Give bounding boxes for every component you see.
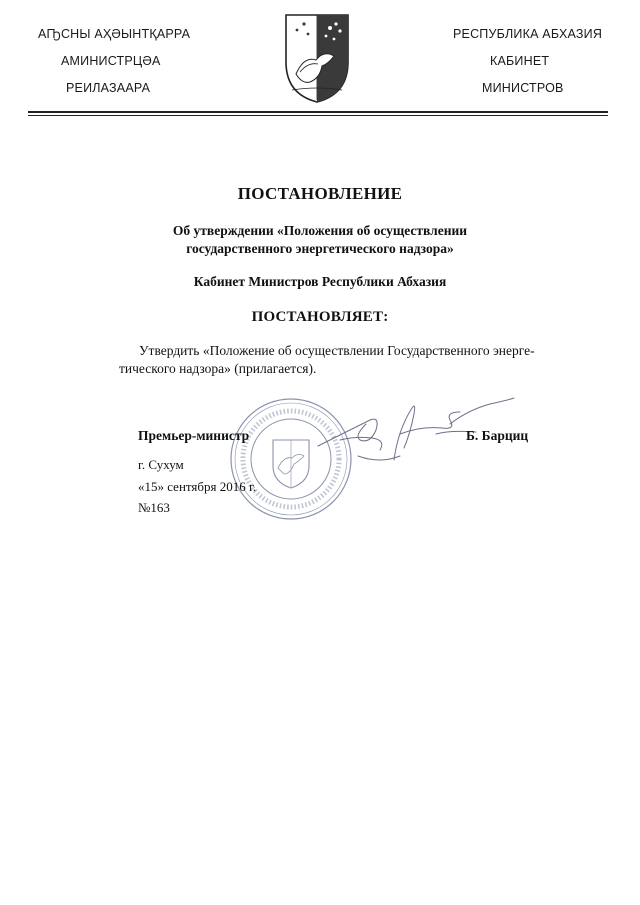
issuer-line: Кабинет Министров Республики Абхазия <box>193 274 447 289</box>
subject-line-1: Об утверждении «Положения об осуществлении <box>172 223 468 238</box>
issue-city: г. Сухум <box>138 457 184 472</box>
decides-heading: ПОСТАНОВЛЯЕТ: <box>251 309 389 325</box>
body-line-1: Утвердить «Положение об осуществлении Государственного энерге- <box>139 343 535 358</box>
header-divider-thin <box>28 115 608 116</box>
signatory-position: Премьер-министр <box>138 428 250 443</box>
header-right-line-1: РЕСПУБЛИКА АБХАЗИЯ <box>453 27 603 41</box>
header-left-line-2: АМИНИСТРЦӘА <box>61 54 161 68</box>
coat-of-arms-emblem <box>284 12 350 104</box>
body-line-2: тического надзора» (прилагается). <box>119 361 317 376</box>
issue-date: «15» сентября 2016 г. <box>138 479 257 494</box>
header-right-line-2: КАБИНЕТ <box>490 54 550 68</box>
signatory-name: Б. Барциц <box>466 428 529 443</box>
header-left-line-1: АҦСНЫ АҲӘЫНТҚАРРА <box>38 27 191 41</box>
subject-line-2: государственного энергетического надзора» <box>186 241 454 256</box>
header-left-line-3: РЕИЛАЗААРА <box>66 81 151 95</box>
document-subject <box>0 222 640 258</box>
header-right-line-3: МИНИСТРОВ <box>482 81 564 95</box>
header-divider-thick <box>28 111 608 113</box>
document-number: №163 <box>138 500 170 515</box>
document-title: ПОСТАНОВЛЕНИЕ <box>237 184 403 203</box>
